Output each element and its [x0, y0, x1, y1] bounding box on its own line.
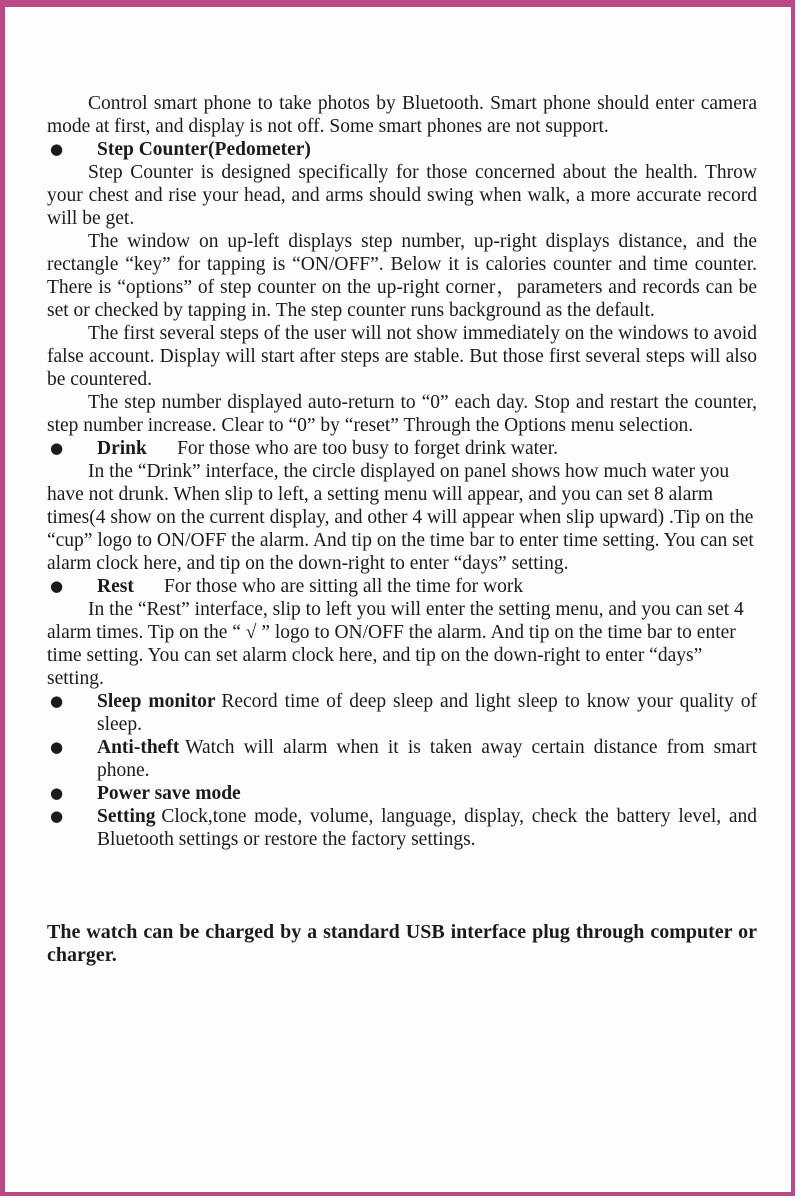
bullet-icon: ● [50, 784, 64, 802]
paragraph-step-counter-window: The window on up-left displays step number, up-right displays distance, and the rectangle “key” for tapping is “ON/OFF”. Below it is calories counter and time counter. There is “options” of step counter on the up-right corner，parameters and records can be set or checked by tapping in. The step counter runs background as the default. [47, 231, 757, 321]
bullet-item-setting [47, 805, 757, 851]
bullet-label: Drink [97, 438, 147, 459]
bullet-icon: ● [50, 140, 64, 158]
bullet-icon: ● [50, 807, 64, 825]
paragraph-step-counter-first-steps: The first several steps of the user will not show immediately on the windows to avoid false account. Display will start after steps are stable. But those first several steps will also be countered. [47, 323, 757, 390]
bullet-label: Setting [97, 806, 156, 827]
bullet-icon: ● [50, 439, 64, 457]
bullet-item-rest [47, 575, 757, 598]
bullet-text: Clock,tone mode, volume, language, display, check the battery level, and Bluetooth settings or restore the factory settings. [97, 806, 757, 850]
bullet-text: For those who are sitting all the time for work [164, 576, 524, 597]
paragraph-step-counter-reset: The step number displayed auto-return to “0” each day. Stop and restart the counter, step number increase. Clear to “0” by “reset” Through the Options menu selection. [47, 392, 757, 436]
page-content [5, 7, 791, 967]
bullet-icon: ● [50, 577, 64, 595]
paragraph-drink-interface: In the “Drink” interface, the circle displayed on panel shows how much water you have not drunk. When slip to left, a setting menu will appear, and you can set 8 alarm times(4 show on the current display, and other 4 will appear when slip upward) .Tip on the “cup” logo to ON/OFF the alarm. And tip on the time bar to enter time setting. You can set alarm clock here, and tip on the down-right to enter “days” setting. [47, 461, 754, 574]
paragraph-bluetooth-camera: Control smart phone to take photos by Bluetooth. Smart phone should enter camera mode at first, and display is not off. Some smart phones are not support. [47, 93, 757, 137]
paragraph-step-counter-intro: Step Counter is designed specifically for those concerned about the health. Throw your chest and rise your head, and arms should swing when walk, a more accurate record will be get. [47, 162, 757, 229]
bullet-text: Record time of deep sleep and light sleep to know your quality of sleep. [97, 691, 757, 735]
bullet-item-power-save [47, 782, 757, 805]
bullet-label: Sleep monitor [97, 691, 216, 712]
bullet-icon: ● [50, 692, 64, 710]
bullet-item-step-counter [47, 138, 757, 161]
bullet-text: Watch will alarm when it is taken away certain distance from smart phone. [97, 737, 757, 781]
bullet-label: Anti-theft [97, 737, 180, 758]
bullet-item-sleep-monitor [47, 690, 757, 736]
bullet-text: For those who are too busy to forget drink water. [177, 438, 558, 459]
paragraph-rest-interface: In the “Rest” interface, slip to left you will enter the setting menu, and you can set 4 alarm times. Tip on the “ √ ” logo to ON/OFF the alarm. And tip on the time bar to enter time setting. You can set alarm clock here, and tip on the down-right to enter “days” setting. [47, 599, 744, 689]
bullet-label: Power save mode [97, 783, 241, 804]
paragraph-charging-note: The watch can be charged by a standard USB interface plug through computer or charger. [47, 921, 757, 966]
bullet-icon: ● [50, 738, 64, 756]
bullet-label: Rest [97, 576, 134, 597]
bullet-item-drink [47, 437, 757, 460]
bullet-item-anti-theft [47, 736, 757, 782]
bullet-label: Step Counter(Pedometer) [97, 139, 311, 160]
